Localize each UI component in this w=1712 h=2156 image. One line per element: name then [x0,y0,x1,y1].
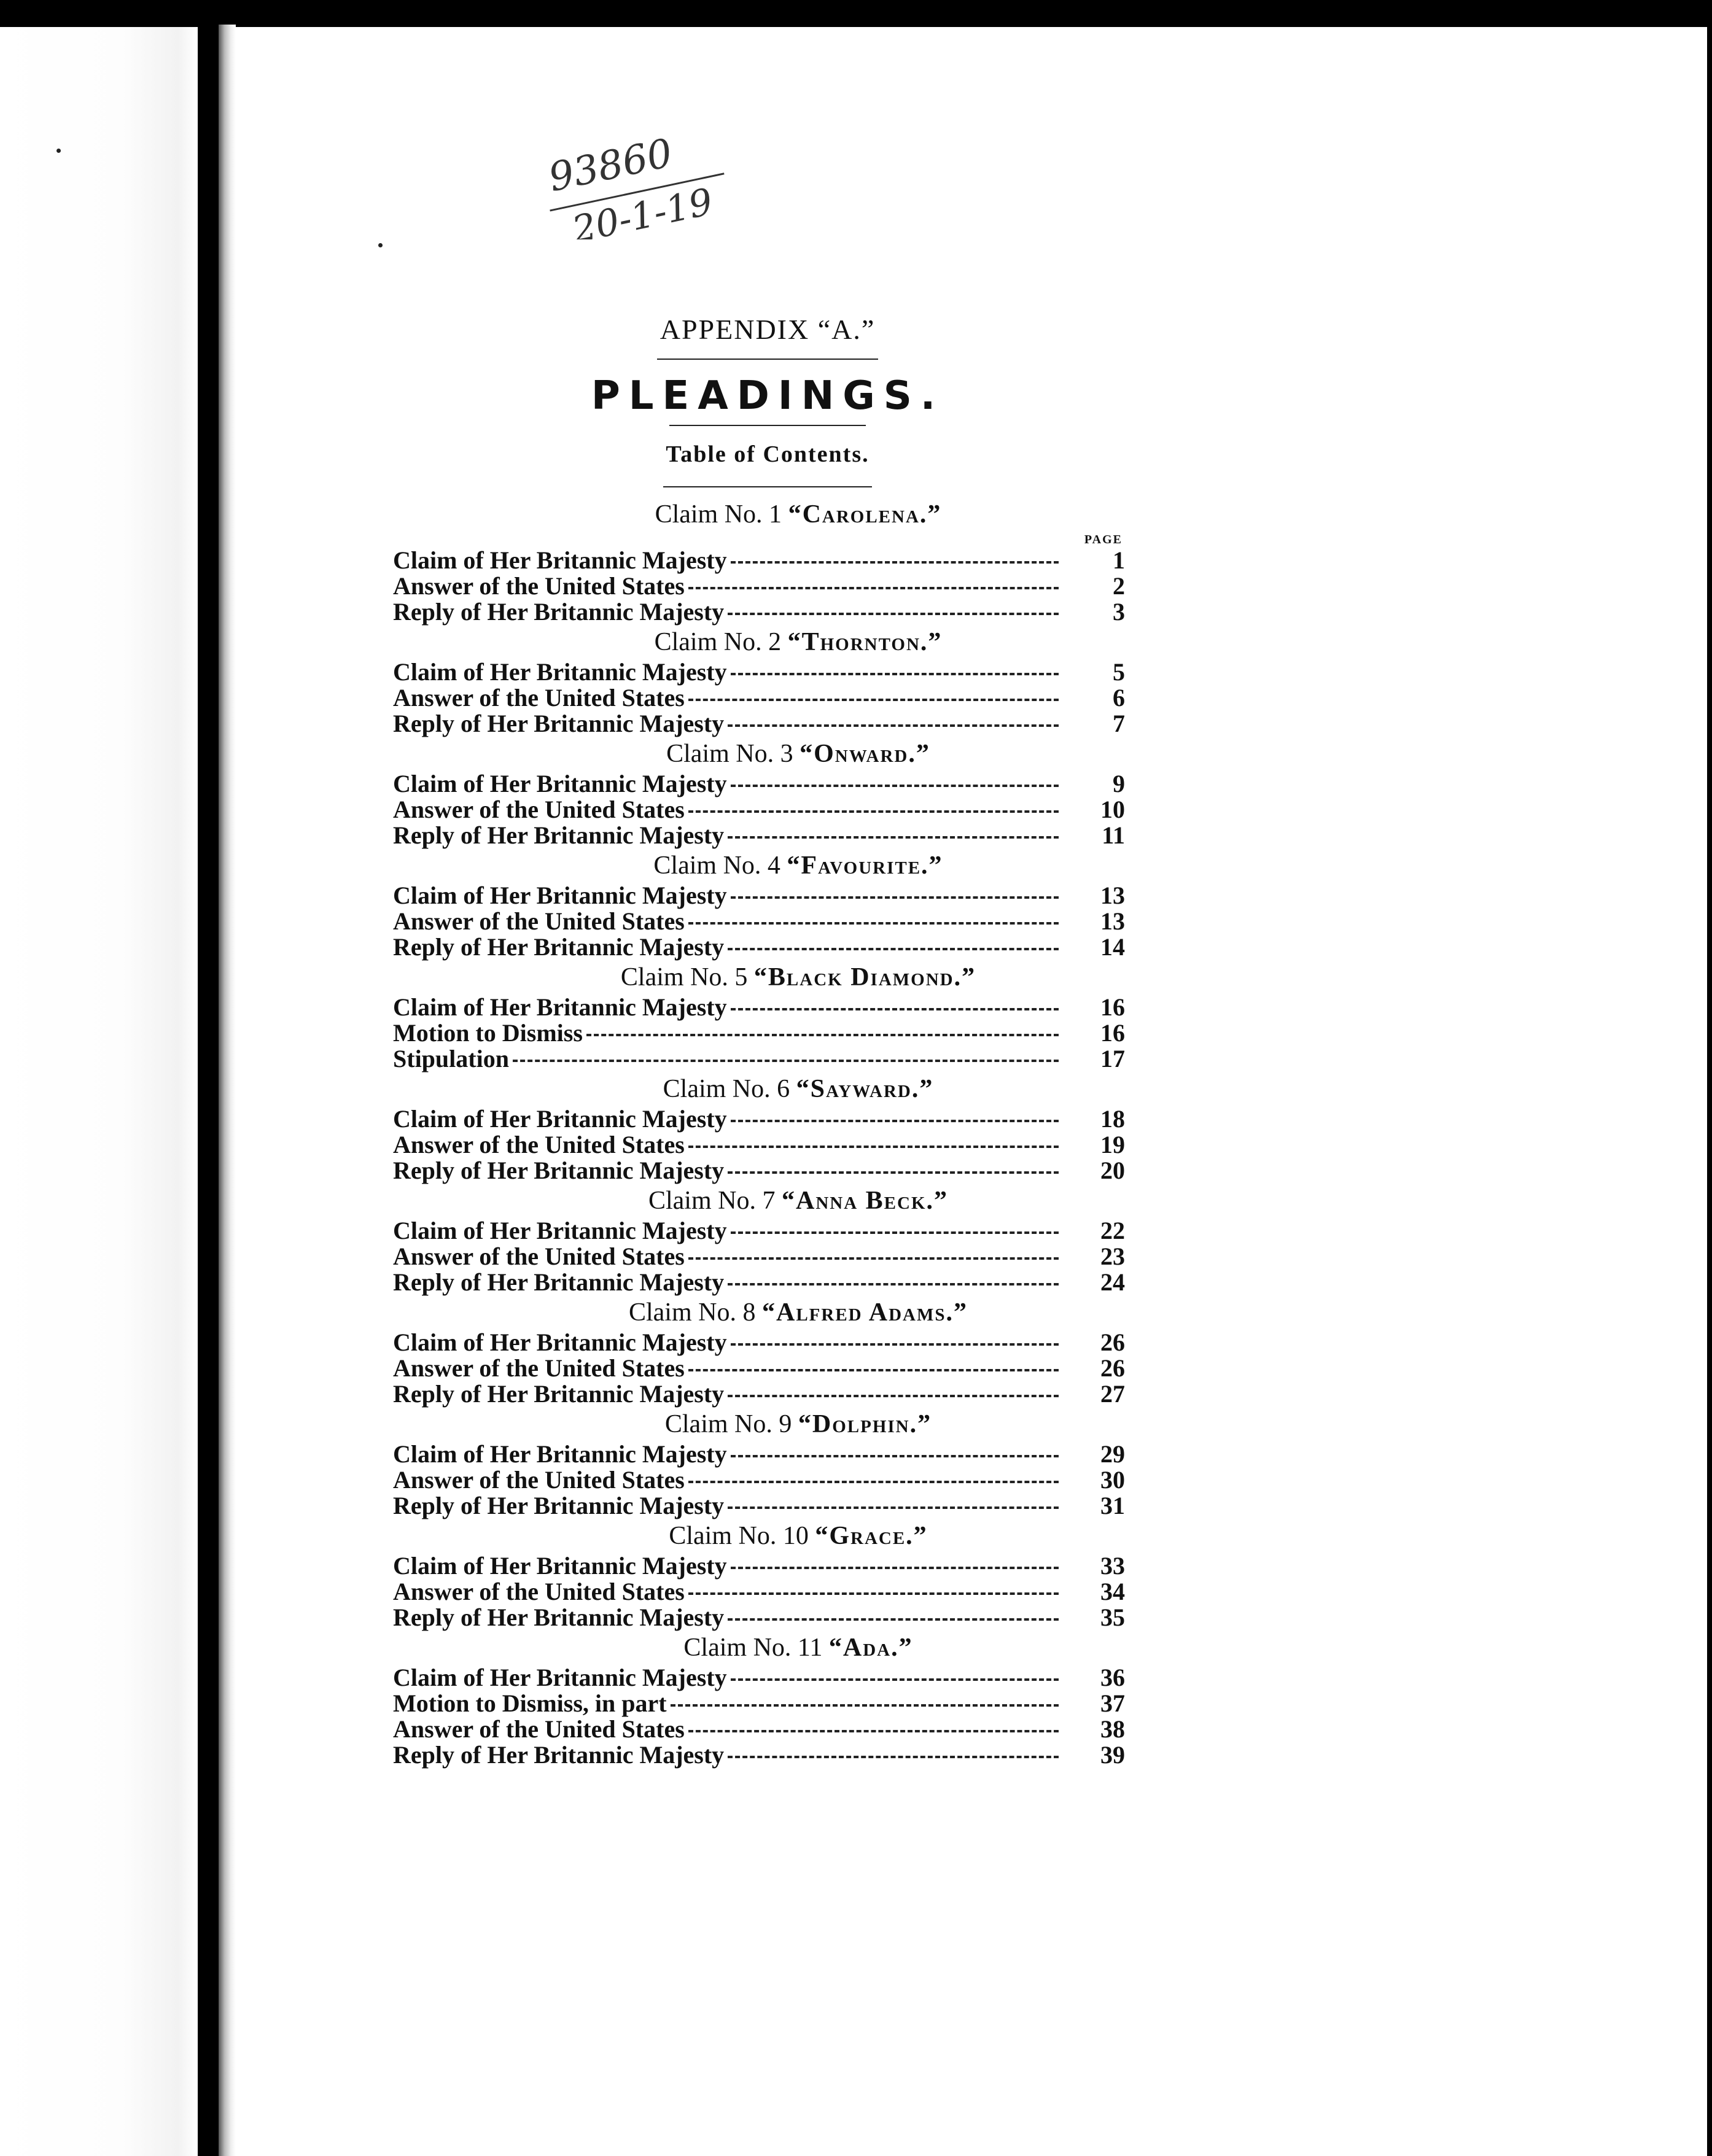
toc-entry [393,1020,1130,1046]
toc-subtitle: Table of Contents. [666,441,870,467]
dot-leader [728,1283,1059,1285]
dot-leader [688,1481,1059,1483]
entry-page-number: 27 [1100,1380,1125,1408]
claim-number: Claim No. 5 [620,963,748,991]
dot-leader [688,922,1059,925]
dot-leader [586,1034,1059,1036]
toc-entry [393,1467,1130,1493]
entry-page-number: 10 [1100,796,1125,823]
toc-entry [393,1742,1130,1768]
entry-title: Claim of Her Britannic Majesty [393,1664,727,1691]
entry-page-number: 36 [1100,1664,1125,1691]
toc-entry [393,771,1130,797]
entry-page-number: 31 [1100,1492,1125,1519]
entry-title: Claim of Her Britannic Majesty [393,770,727,797]
scan-speck [56,149,61,153]
dot-leader [728,836,1059,839]
toc-entry [393,1716,1130,1742]
entry-title: Reply of Her Britannic Majesty [393,821,725,849]
section-heading [393,1184,1130,1218]
entry-title: Reply of Her Britannic Majesty [393,1741,725,1769]
scan-border-right [1707,0,1712,2156]
toc-entry [393,659,1130,685]
entry-page-number: 7 [1113,710,1125,737]
toc-entry [393,548,1130,573]
section-heading [393,625,1130,659]
entry-title: Reply of Her Britannic Majesty [393,1268,725,1296]
ship-name: “Alfred Adams.” [761,1298,968,1327]
toc-entry [393,1158,1130,1184]
toc-entry [393,1132,1130,1158]
claim-number: Claim No. 8 [628,1298,756,1327]
entry-title: Claim of Her Britannic Majesty [393,1552,727,1580]
toc-entry [393,1381,1130,1407]
handwritten-accession-number [540,129,749,239]
entry-page-number: 37 [1100,1689,1125,1717]
ship-name: “Grace.” [815,1522,928,1550]
entry-title: Reply of Her Britannic Majesty [393,1157,725,1184]
toc-entry [393,1493,1130,1519]
entry-page-number: 16 [1100,993,1125,1021]
entry-page-number: 22 [1100,1217,1125,1244]
entry-page-number: 2 [1113,572,1125,600]
facing-page-edge [0,27,196,2156]
entry-title: Claim of Her Britannic Majesty [393,993,727,1021]
entry-page-number: 1 [1113,546,1125,574]
toc-entry [393,934,1130,960]
toc-entry [393,1270,1130,1295]
scan-speck [1249,6,1255,15]
divider [663,486,872,487]
toc-entry [393,1665,1130,1691]
dot-leader [688,810,1059,813]
entry-title: Reply of Her Britannic Majesty [393,598,725,626]
dot-leader [731,1231,1059,1234]
entry-page-number: 38 [1100,1715,1125,1743]
dot-leader [688,1369,1059,1371]
dot-leader [728,948,1059,950]
handwriting-line-2: 20-1-19 [568,180,717,239]
toc-entry [393,995,1130,1020]
dot-leader [728,724,1059,727]
entry-title: Answer of the United States [393,1243,685,1270]
ship-name: “Black Diamond.” [753,963,976,991]
entry-page-number: 24 [1100,1268,1125,1296]
entry-page-number: 20 [1100,1157,1125,1184]
toc-entry [393,1355,1130,1381]
dot-leader [728,1171,1059,1174]
entry-page-number: 34 [1100,1578,1125,1605]
claim-number: Claim No. 4 [653,851,780,880]
claim-number: Claim No. 1 [655,500,782,529]
dot-leader [688,699,1059,701]
entry-title: Claim of Her Britannic Majesty [393,1105,727,1133]
toc-entry [393,685,1130,711]
dot-leader [731,785,1059,787]
toc-entry [393,909,1130,934]
claim-number: Claim No. 6 [663,1075,790,1103]
dot-leader [728,1618,1059,1621]
dot-leader [688,1730,1059,1732]
entry-page-number: 17 [1100,1045,1125,1072]
ship-name: “Sayward.” [796,1075,934,1103]
toc-entry [393,1330,1130,1355]
toc-entry [393,1046,1130,1072]
entry-page-number: 13 [1100,882,1125,909]
entry-title: Reply of Her Britannic Majesty [393,1603,725,1631]
entry-title: Motion to Dismiss, in part [393,1689,667,1717]
entry-title: Reply of Her Britannic Majesty [393,710,725,737]
entry-page-number: 39 [1100,1741,1125,1769]
entry-page-number: 33 [1100,1552,1125,1580]
section-heading [393,1295,1130,1330]
handwriting-drawing [540,129,749,239]
page-column-label: PAGE [1084,533,1123,546]
entry-page-number: 29 [1100,1440,1125,1468]
entry-page-number: 16 [1100,1019,1125,1047]
entry-page-number: 9 [1113,770,1125,797]
toc-entry [393,1441,1130,1467]
entry-page-number: 18 [1100,1105,1125,1133]
toc-entry [393,823,1130,848]
dot-leader [728,1756,1059,1758]
entry-page-number: 11 [1102,821,1125,849]
entry-title: Answer of the United States [393,1578,685,1605]
dot-leader [688,1257,1059,1260]
section-heading [393,1407,1130,1441]
binding-gradient [219,25,236,2156]
toc-entry [393,797,1130,823]
entry-title: Answer of the United States [393,1466,685,1494]
section-heading [393,497,1130,532]
claim-number: Claim No. 9 [664,1410,792,1438]
appendix-heading: APPENDIX “A.” [660,314,876,345]
entry-title: Answer of the United States [393,1131,685,1158]
entry-title: Stipulation [393,1045,509,1072]
ship-name: “Onward.” [800,740,930,768]
claim-number: Claim No. 11 [683,1634,823,1662]
claim-number: Claim No. 10 [669,1522,809,1550]
entry-title: Reply of Her Britannic Majesty [393,1380,725,1408]
toc-entry [393,599,1130,625]
book-binding-shadow [198,25,220,2156]
dot-leader [728,1395,1059,1397]
section-heading [393,737,1130,771]
entry-page-number: 30 [1100,1466,1125,1494]
entry-title: Claim of Her Britannic Majesty [393,546,727,574]
section-heading [393,960,1130,995]
scan-speck [378,243,383,247]
claim-number: Claim No. 2 [654,628,782,656]
toc-entry [393,1106,1130,1132]
entry-title: Claim of Her Britannic Majesty [393,1440,727,1468]
scan-border-top [0,0,1712,27]
entry-page-number: 14 [1100,933,1125,961]
section-heading [393,1519,1130,1553]
entry-title: Answer of the United States [393,1354,685,1382]
dot-leader [688,1146,1059,1148]
entry-page-number: 6 [1113,684,1125,712]
dot-leader [731,1455,1059,1457]
entry-page-number: 5 [1113,658,1125,686]
entry-title: Answer of the United States [393,907,685,935]
entry-title: Answer of the United States [393,796,685,823]
toc-entry [393,573,1130,599]
section-heading [393,848,1130,883]
dot-leader [731,673,1059,675]
entry-page-number: 26 [1100,1328,1125,1356]
ship-name: “Dolphin.” [798,1410,932,1438]
page-title: PLEADINGS. [591,373,944,419]
ship-name: “Thornton.” [787,628,943,656]
toc-entry [393,1553,1130,1579]
dot-leader [731,896,1059,899]
entry-page-number: 19 [1100,1131,1125,1158]
toc-entry [393,1244,1130,1270]
entry-page-number: 3 [1113,598,1125,626]
entry-title: Answer of the United States [393,1715,685,1743]
section-heading [393,1631,1130,1665]
dot-leader [688,1592,1059,1595]
entry-title: Claim of Her Britannic Majesty [393,1217,727,1244]
handwriting-line-1: 93860 [545,130,677,201]
toc-entry [393,1691,1130,1716]
toc-entry [393,1579,1130,1605]
entry-title: Answer of the United States [393,684,685,712]
dot-leader [513,1060,1059,1062]
ship-name: “Favourite.” [787,851,943,880]
divider [669,425,866,426]
entry-title: Reply of Her Britannic Majesty [393,1492,725,1519]
entry-page-number: 26 [1100,1354,1125,1382]
dot-leader [671,1704,1059,1707]
divider [657,359,878,360]
dot-leader [731,1120,1059,1122]
ship-name: “Ada.” [828,1634,913,1662]
dot-leader [728,613,1059,615]
dot-leader [728,1506,1059,1509]
entry-title: Motion to Dismiss [393,1019,583,1047]
claim-number: Claim No. 3 [666,740,793,768]
entry-title: Answer of the United States [393,572,685,600]
ship-name: “Carolena.” [788,500,942,529]
dot-leader [731,1678,1059,1681]
table-of-contents [393,497,1130,1768]
section-heading [393,1072,1130,1106]
entry-page-number: 23 [1100,1243,1125,1270]
dot-leader [731,561,1059,564]
dot-leader [731,1343,1059,1346]
entry-page-number: 35 [1100,1603,1125,1631]
dot-leader [731,1008,1059,1010]
entry-page-number: 13 [1100,907,1125,935]
toc-entry [393,1605,1130,1631]
dot-leader [688,587,1059,589]
ship-name: “Anna Beck.” [781,1187,949,1215]
toc-entry [393,711,1130,737]
entry-title: Claim of Her Britannic Majesty [393,882,727,909]
dot-leader [731,1567,1059,1569]
entry-title: Claim of Her Britannic Majesty [393,1328,727,1356]
entry-title: Claim of Her Britannic Majesty [393,658,727,686]
toc-entry [393,883,1130,909]
entry-title: Reply of Her Britannic Majesty [393,933,725,961]
toc-entry [393,1218,1130,1244]
claim-number: Claim No. 7 [648,1187,776,1215]
